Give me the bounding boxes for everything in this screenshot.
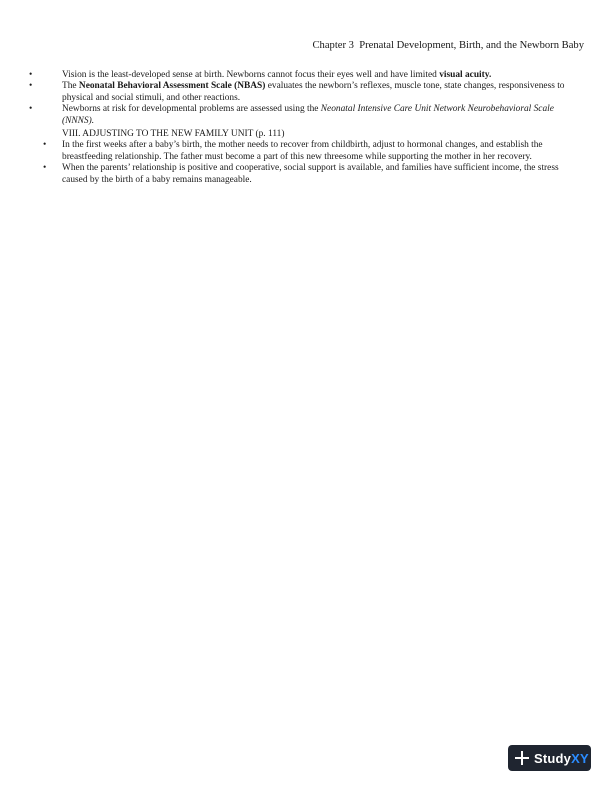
list-item [43,163,572,186]
senses-bullet-list [29,70,572,127]
bullet-glyph: • [29,81,33,92]
bullet-text: The [62,81,79,92]
page-body [29,70,572,186]
running-header: Chapter 3 Prenatal Development, Birth, and the Newborn Baby [312,40,584,51]
bold-term: visual acuity. [439,70,492,80]
bold-term: Neonatal Behavioral Assessment Scale (NBAS) [78,81,266,92]
section-heading: VIII. ADJUSTING TO THE NEW FAMILY UNIT (p. 111) [62,129,285,140]
list-item [29,81,572,104]
studyxy-badge[interactable] [508,745,591,771]
logo-word-study: Study [534,750,572,766]
bullet-text: Newborns at risk for developmental problems are assessed using the [62,104,321,115]
plus-icon [515,751,529,765]
italic-term: Neonatal Intensive Care Unit Network Neurobehavioral Scale (NNNS). [62,104,554,126]
studyxy-logo-text [534,751,589,766]
bullet-text: evaluates the newborn’s reflexes, muscle tone, state changes, responsiveness to physical and social stimuli, and other reactions. [62,81,565,103]
list-item [29,104,572,127]
bullet-glyph: • [29,70,33,80]
bullet-glyph: • [43,163,47,174]
list-item [29,70,572,81]
family-bullet-list [43,140,572,186]
logo-word-xy: XY [571,750,589,766]
bullet-text: Vision is the least-developed sense at birth. Newborns cannot focus their eyes well and have limited [62,70,440,80]
bullet-text: When the parents’ relationship is positive and cooperative, social support is available, and families have sufficient income, the stress caused by the birth of a baby remains manageable. [62,163,559,185]
bullet-glyph: • [29,104,33,115]
bullet-glyph: • [43,140,47,151]
list-item [43,140,572,163]
bullet-text: In the first weeks after a baby’s birth, the mother needs to recover from childbirth, adjust to hormonal changes, and establish the breastfeeding relationship. The father must become a part of this new threesome while supporting the mother in her recovery. [62,140,543,162]
